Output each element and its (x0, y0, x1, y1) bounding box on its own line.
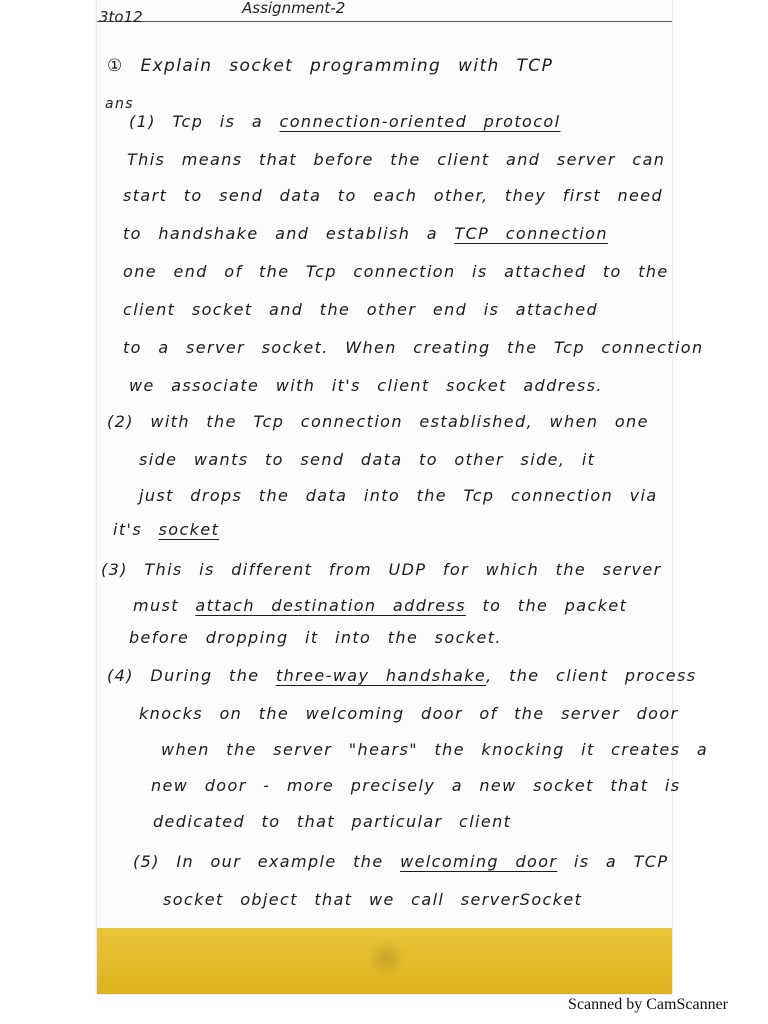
page-date: 3to12 (99, 8, 143, 26)
line-text: is a TCP (557, 852, 669, 871)
answer-line (163, 890, 582, 909)
line-text: to a server socket. When creating the Tcp connection (123, 338, 704, 357)
line-text: dedicated to that particular client (153, 812, 512, 831)
underlined-term: three-way handshake (275, 666, 487, 685)
line-text: (5) In our example the (133, 852, 401, 871)
line-text: , the client process (486, 666, 697, 685)
answer-line (129, 628, 502, 647)
underlined-term: attach destination address (195, 596, 466, 615)
line-text: (1) Tcp is a (129, 112, 280, 131)
underlined-term: connection-oriented protocol (279, 112, 561, 131)
line-text: (2) with the Tcp connection established, when one (107, 412, 649, 431)
line-text: side wants to send data to other side, it (139, 450, 596, 469)
yellow-strip (97, 928, 672, 994)
line-text: This means that before the client and server can (127, 150, 666, 169)
line-text: (3) This is different from UDP for which the server (101, 560, 662, 579)
answer-line (129, 112, 560, 131)
stain-mark (365, 940, 407, 976)
answer-line (139, 486, 658, 505)
answer-line (153, 812, 511, 831)
line-text: before dropping it into the socket. (129, 628, 502, 647)
line-text: client socket and the other end is attached (123, 300, 599, 319)
answer-line (113, 520, 219, 539)
assignment-title: Assignment-2 (242, 0, 346, 17)
underlined-term: welcoming door (400, 852, 558, 871)
line-text: start to send data to each other, they first need (123, 186, 664, 205)
answer-line (151, 776, 681, 795)
answer-line (139, 450, 595, 469)
line-text: must (133, 596, 196, 615)
line-text: to handshake and establish a (123, 224, 455, 243)
answer-line (129, 376, 603, 395)
answer-line (107, 412, 649, 431)
answer-line (123, 262, 669, 281)
scanner-watermark: Scanned by CamScanner (568, 996, 728, 1013)
line-text: to the packet (465, 596, 628, 615)
answer-line (161, 740, 708, 759)
answer-line (139, 704, 679, 723)
question-text: ① Explain socket programming with TCP (107, 56, 554, 76)
line-text: (4) During the (107, 666, 276, 685)
answer-line (123, 186, 663, 205)
line-text: when the server "hears" the knocking it creates a (161, 740, 709, 759)
line-text: just drops the data into the Tcp connection via (139, 486, 658, 505)
underlined-term: socket (158, 520, 220, 539)
line-text: we associate with it's client socket address. (129, 376, 603, 395)
line-text: knocks on the welcoming door of the server door (139, 704, 679, 723)
answer-line (123, 338, 704, 357)
line-text: new door - more precisely a new socket that is (151, 776, 681, 795)
answer-line (133, 596, 627, 615)
answer-line (123, 300, 598, 319)
answer-line (107, 666, 697, 685)
answer-line (123, 224, 608, 243)
answer-line (127, 150, 665, 169)
underlined-term: TCP connection (454, 224, 608, 243)
scanned-page (97, 0, 709, 994)
top-rule (97, 21, 672, 22)
line-text: one end of the Tcp connection is attached to the (123, 262, 669, 281)
answer-label: ans (105, 96, 134, 112)
answer-line (101, 560, 662, 579)
line-text: socket object that we call serverSocket (163, 890, 583, 909)
answer-line (133, 852, 668, 871)
line-text: it's (113, 520, 159, 539)
